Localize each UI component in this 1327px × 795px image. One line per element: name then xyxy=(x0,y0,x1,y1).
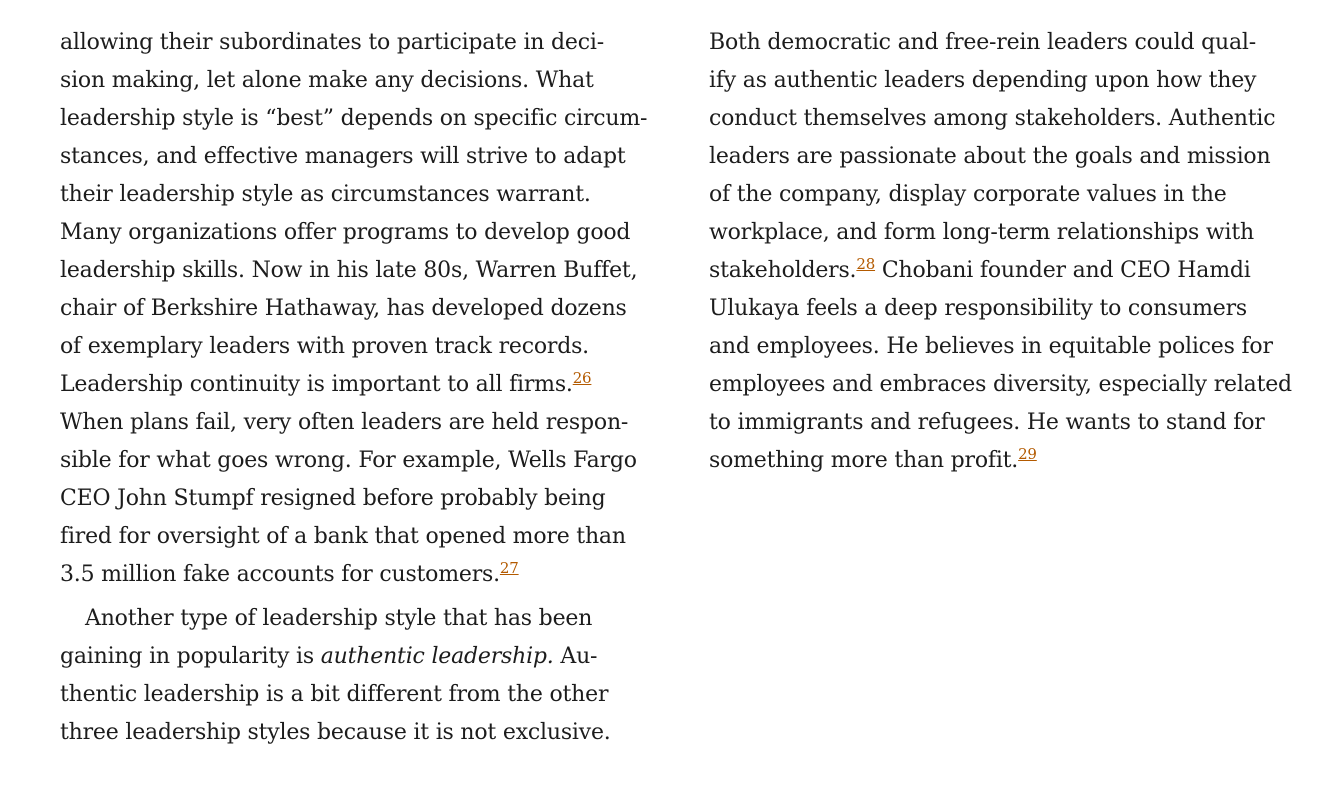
footnote-link-26[interactable]: 26 xyxy=(572,369,592,387)
text-line: to immigrants and refugees. He wants to stand for xyxy=(709,410,1265,435)
text-line: leadership style is “best” depends on specific circum- xyxy=(60,106,648,131)
text-line: and employees. He believes in equitable polices for xyxy=(709,334,1273,359)
text-line xyxy=(60,556,640,594)
footnote-link-29[interactable]: 29 xyxy=(1018,445,1037,463)
text-segment: stakeholders. xyxy=(709,258,857,283)
text-line: When plans fail, very often leaders are held respon- xyxy=(60,410,629,435)
text-line: Many organizations offer programs to develop good xyxy=(60,220,631,245)
text-line: Another type of leadership style that has been xyxy=(85,606,593,631)
text-line: workplace, and form long-term relationships with xyxy=(709,220,1254,245)
emphasis-term: authentic leadership. xyxy=(320,644,554,669)
text-line: ify as authentic leaders depending upon how they xyxy=(709,68,1257,93)
footnote-ref xyxy=(856,255,875,273)
text-line: of the company, display corporate values in the xyxy=(709,182,1227,207)
text-line: leadership skills. Now in his late 80s, Warren Buffet, xyxy=(60,258,638,283)
text-line: stances, and effective managers will strive to adapt xyxy=(60,144,626,169)
text-line: Ulukaya feels a deep responsibility to consumers xyxy=(709,296,1248,321)
text-line: their leadership style as circumstances warrant. xyxy=(60,182,591,207)
text-segment: Leadership continuity is important to all firms. xyxy=(60,372,573,397)
text-line: CEO John Stumpf resigned before probably being xyxy=(60,486,606,511)
text-line xyxy=(60,366,640,404)
footnote-ref xyxy=(573,369,592,387)
text-segment: Chobani founder and CEO Hamdi xyxy=(875,258,1251,283)
paragraph xyxy=(60,24,648,594)
text-line xyxy=(60,638,640,676)
text-line: chair of Berkshire Hathaway, has developed dozens xyxy=(60,296,627,321)
footnote-link-28[interactable]: 28 xyxy=(856,255,876,273)
footnote-ref xyxy=(500,559,519,577)
text-line: employees and embraces diversity, especially related xyxy=(709,372,1292,397)
text-line: thentic leadership is a bit different from the other xyxy=(60,682,609,707)
text-line: three leadership styles because it is not exclusive. xyxy=(60,720,611,745)
text-line: allowing their subordinates to participate in deci- xyxy=(60,30,604,55)
footnote-ref xyxy=(1018,445,1037,463)
text-segment: gaining in popularity is xyxy=(60,644,321,669)
text-segment: something more than profit. xyxy=(709,448,1019,473)
paragraph xyxy=(60,600,640,752)
text-line: leaders are passionate about the goals and mission xyxy=(709,144,1271,169)
text-line: Both democratic and free-rein leaders could qual- xyxy=(709,30,1256,55)
text-line: fired for oversight of a bank that opened more than xyxy=(60,524,626,549)
text-line xyxy=(709,252,1289,290)
text-segment: 3.5 million fake accounts for customers. xyxy=(60,562,500,587)
text-segment: Au- xyxy=(553,644,598,669)
right-column xyxy=(709,24,1292,480)
text-line xyxy=(709,442,1289,480)
text-line: conduct themselves among stakeholders. Authentic xyxy=(709,106,1276,131)
text-line: of exemplary leaders with proven track records. xyxy=(60,334,589,359)
paragraph xyxy=(709,24,1292,480)
text-line: sion making, let alone make any decisions. What xyxy=(60,68,594,93)
left-column xyxy=(60,24,648,752)
footnote-link-27[interactable]: 27 xyxy=(499,559,519,577)
text-line: sible for what goes wrong. For example, Wells Fargo xyxy=(60,448,637,473)
